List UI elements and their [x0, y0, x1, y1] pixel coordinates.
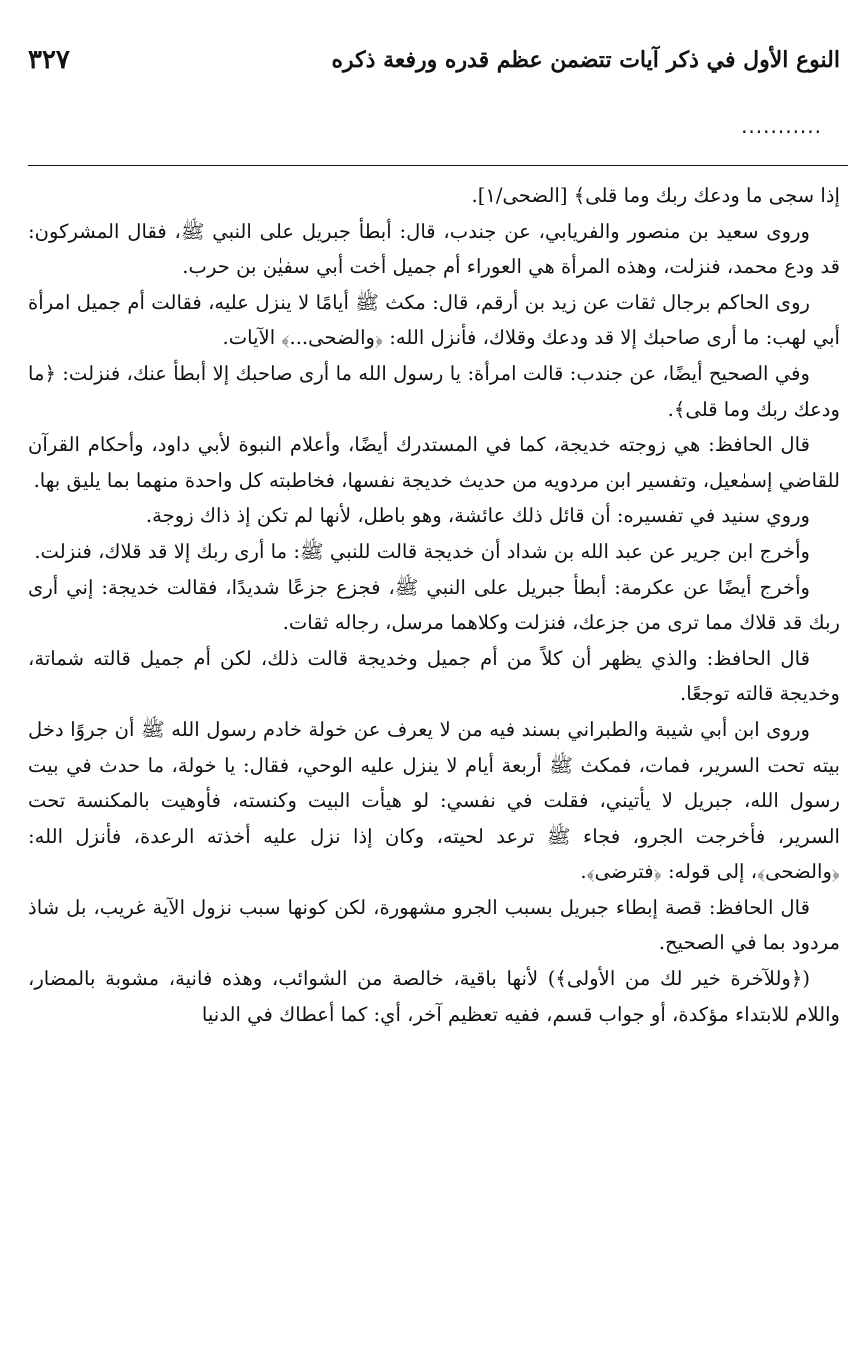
paragraph: وأخرج أيضًا عن عكرمة: أبطأ جبريل على النبي ﷺ، فجزع جزعًا شديدًا، فقالت خديجة: إني أرى ربك قد قلاك مما ترى من جزعك، فنزلت وكلاهما مرسل، رجاله ثقات.: [28, 575, 840, 635]
paragraph: وروى ابن أبي شيبة والطبراني بسند فيه من لا يعرف عن خولة خادم رسول الله ﷺ أن جروًا دخل بيته تحت السرير، فمات، فمكث ﷺ أربعة أيام لا ينزل عليه الوحي، فقال: يا خولة، ما حدث في بيت رسول الله، جبريل لا يأتيني، فقلت في نفسي: لو هيأت البيت وكنسته، فأوهيت بالمكنسة تحت السرير، فأخرجت الجرو، فجاء ﷺ ترعد لحيته، وكان إذا نزل عليه أخذته الرعدة، فأنزل الله: ﴿والضحى﴾، إلى قوله: ﴿فترضى﴾.: [28, 717, 840, 884]
separator-dots: ...........: [741, 114, 822, 138]
paragraph: روى الحاكم برجال ثقات عن زيد بن أرقم، قال: مكث ﷺ أيامًا لا ينزل عليه، فقالت أم جميل امرأة أبي لهب: ما أرى صاحبك إلا قد ودعك وقلاك، فأنزل الله: ﴿والضحى...﴾ الآيات.: [28, 290, 840, 350]
header-rule: [28, 165, 848, 166]
paragraph: إذا سجى ما ودعك ربك وما قلى﴾ [الضحى/١].: [471, 184, 840, 207]
paragraph: قال الحافظ: قصة إبطاء جبريل بسبب الجرو مشهورة، لكن كونها سبب نزول الآية غريب، بل شاذ مردود بما في الصحيح.: [28, 895, 840, 955]
paragraph: (﴿وللآخرة خير لك من الأولى﴾) لأنها باقية، خالصة من الشوائب، وهذه فانية، مشوبة بالمضار، واللام للابتداء مؤكدة، أو جواب قسم، ففيه تعظيم آخر، أي: كما أعطاك في الدنيا: [28, 967, 840, 1026]
paragraph: وروى سعيد بن منصور والفريابي، عن جندب، قال: أبطأ جبريل على النبي ﷺ، فقال المشركون: قد ودع محمد، فنزلت، وهذه المرأة هي العوراء أم جميل أخت أبي سفيٰن بن حرب.: [28, 219, 840, 279]
running-title: النوع الأول في ذكر آيات تتضمن عظم قدره ورفعة ذكره: [331, 47, 840, 73]
paragraph: قال الحافظ: هي زوجته خديجة، كما في المستدرك أيضًا، وأعلام النبوة لأبي داود، وأحكام القرآن للقاضي إسمٰعيل، وتفسير ابن مردويه من حديث خديجة نفسها، فخاطبته كل واحدة منهما بما يليق بها.: [28, 433, 840, 492]
page-number: ٣٢٧: [28, 45, 70, 75]
page-header: [28, 38, 840, 82]
body-text: [28, 178, 840, 1032]
paragraph: وروي سنيد في تفسيره: أن قائل ذلك عائشة، وهو باطل، لأنها لم تكن إذ ذاك زوجة.: [145, 504, 810, 528]
paragraph: وفي الصحيح أيضًا، عن جندب: قالت امرأة: يا رسول الله ما أرى صاحبك إلا أبطأ عنك، فنزلت: ﴿ما ودعك ربك وما قلى﴾.: [28, 361, 840, 421]
paragraph: قال الحافظ: والذي يظهر أن كلاً من أم جميل وخديجة قالت ذلك، لكن أم جميل قالته شماتة، وخديجة قالته توجعًا.: [28, 646, 840, 706]
paragraph: وأخرج ابن جرير عن عبد الله بن شداد أن خديجة قالت للنبي ﷺ: ما أرى ربك إلا قد قلاك، فنزلت.: [34, 539, 810, 563]
